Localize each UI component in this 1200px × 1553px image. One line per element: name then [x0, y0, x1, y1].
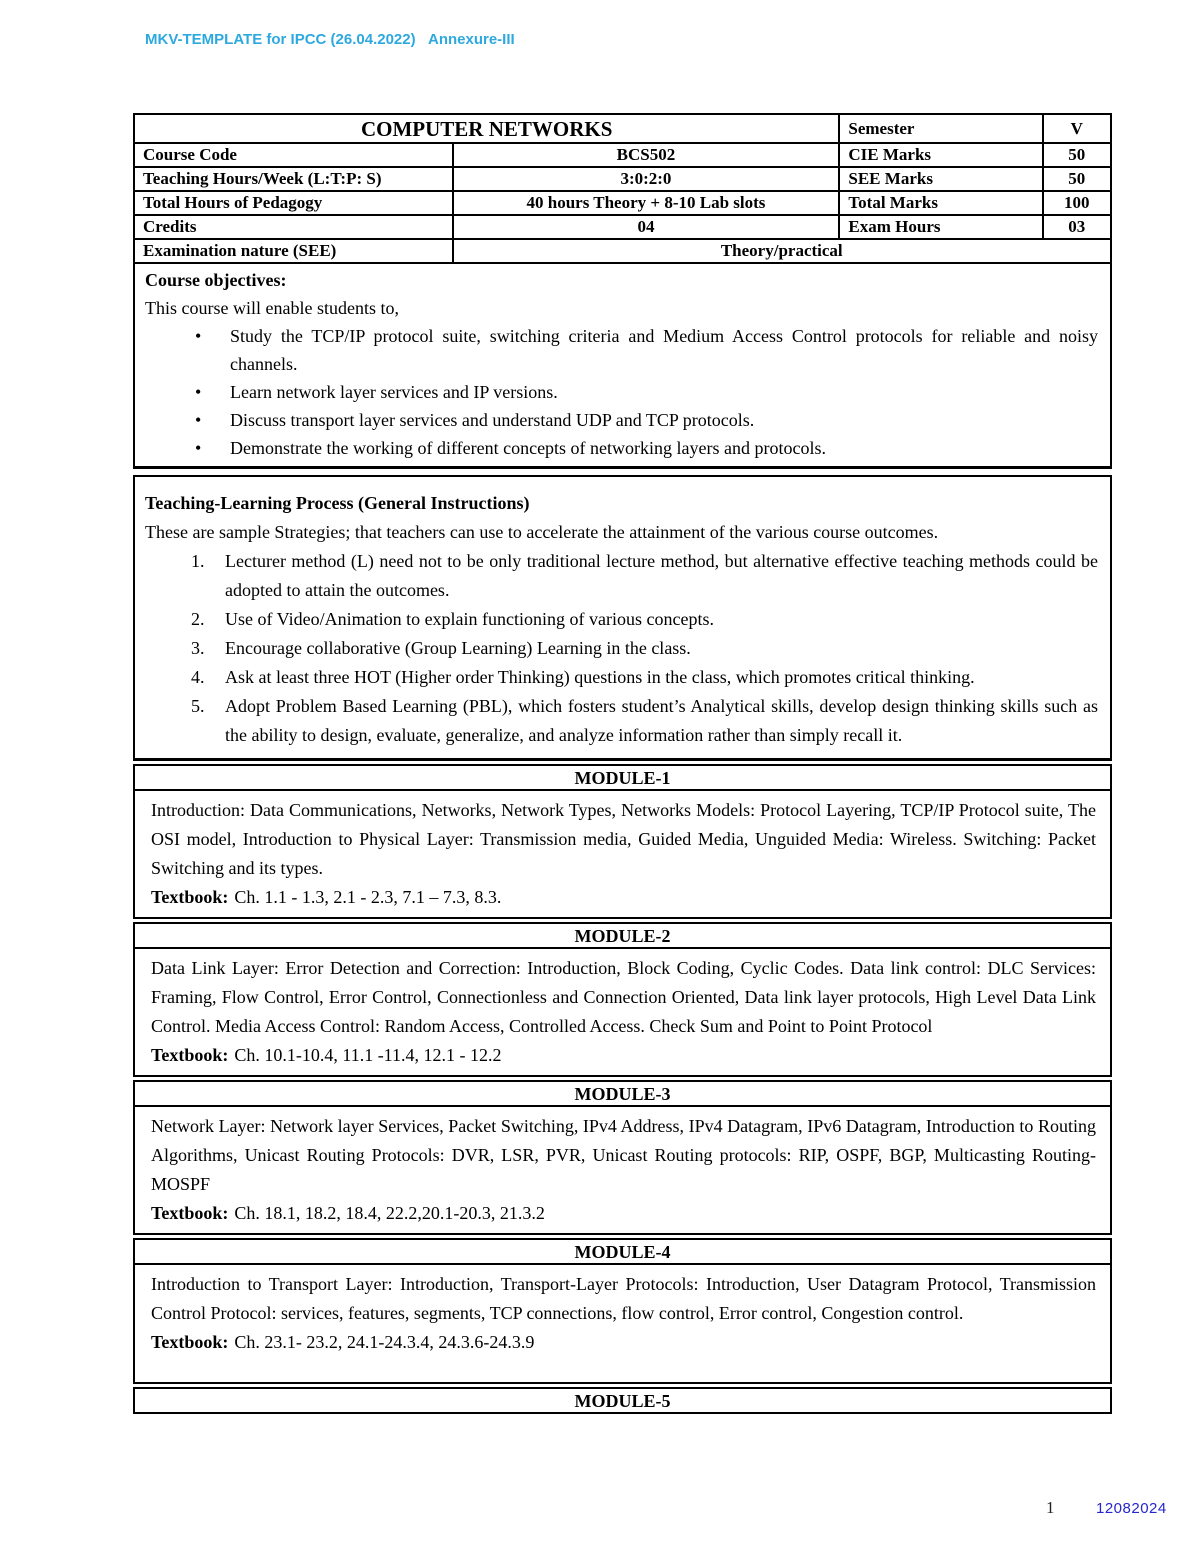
module-5-header: MODULE-5 [133, 1387, 1112, 1414]
semester-value: V [1043, 114, 1111, 143]
module-3-header: MODULE-3 [133, 1080, 1112, 1107]
textbook-refs: Ch. 23.1- 23.2, 24.1-24.3.4, 24.3.6-24.3.9 [234, 1332, 535, 1352]
table-row [134, 114, 1111, 143]
course-info-table [133, 113, 1112, 264]
module-3-textbook [151, 1199, 1096, 1228]
table-row [134, 239, 1111, 263]
module-1-content [133, 791, 1112, 919]
module-3-content [133, 1107, 1112, 1235]
module-1-textbook [151, 883, 1096, 912]
objective-item: • Discuss transport layer services and understand UDP and TCP protocols. [145, 406, 1098, 434]
tlp-heading: Teaching-Learning Process (General Instructions) [145, 493, 530, 513]
course-code-value: BCS502 [453, 143, 840, 167]
module-4-body-text: Introduction to Transport Layer: Introduction, Transport-Layer Protocols: Introduction, User Datagram Protocol, Transmission Control Protocol: services, features, segments, TCP connections, flow control, Error control, Congestion control. [151, 1274, 1096, 1323]
tlp-intro: These are sample Strategies; that teachers can use to accelerate the attainment of the various course outcomes. [145, 522, 939, 542]
module-1-header: MODULE-1 [133, 764, 1112, 791]
objective-item: • Learn network layer services and IP versions. [145, 378, 1098, 406]
exam-nature-label: Examination nature (SEE) [134, 239, 453, 263]
module-3-body-text: Network Layer: Network layer Services, Packet Switching, IPv4 Address, IPv4 Datagram, IPv6 Datagram, Introduction to Routing Algorithms, Unicast Routing Protocols: DVR, LSR, PVR, Unicast Routing protocols: RIP, OSPF, BGP, Multicasting Routing-MOSPF [151, 1116, 1096, 1194]
module-4-textbook [151, 1328, 1096, 1357]
module-2-textbook [151, 1041, 1096, 1070]
template-version-label: MKV-TEMPLATE for IPCC (26.04.2022) [145, 31, 416, 48]
footer-date: 12082024 [1096, 1500, 1167, 1517]
see-marks-value: 50 [1043, 167, 1111, 191]
credits-value: 04 [453, 215, 840, 239]
see-marks-label: SEE Marks [839, 167, 1042, 191]
textbook-label: Textbook: [151, 1045, 229, 1065]
tlp-item: Adopt Problem Based Learning (PBL), which fosters student’s Analytical skills, develop design thinking skills such as the ability to design, evaluate, generalize, and analyze information rather than simply recall it. [225, 696, 1098, 745]
objective-item: • Study the TCP/IP protocol suite, switching criteria and Medium Access Control protocols for reliable and noisy channels. [145, 322, 1098, 378]
total-marks-value: 100 [1043, 191, 1111, 215]
teaching-learning-section [133, 475, 1112, 761]
tlp-item: Lecturer method (L) need not to be only traditional lecture method, but alternative effective teaching methods could be adopted to attain the outcomes. [225, 551, 1098, 600]
exam-hours-value: 03 [1043, 215, 1111, 239]
semester-label: Semester [839, 114, 1042, 143]
table-row [134, 143, 1111, 167]
exam-nature-value: Theory/practical [453, 239, 1112, 263]
course-code-label: Course Code [134, 143, 453, 167]
module-2-header: MODULE-2 [133, 922, 1112, 949]
cie-marks-value: 50 [1043, 143, 1111, 167]
objectives-list [145, 322, 1098, 462]
page-number: 1 [1046, 1498, 1055, 1517]
pedagogy-hours-value: 40 hours Theory + 8-10 Lab slots [453, 191, 840, 215]
course-title: COMPUTER NETWORKS [134, 114, 839, 143]
table-row [134, 215, 1111, 239]
textbook-label: Textbook: [151, 887, 229, 907]
objectives-intro: This course will enable students to, [145, 298, 399, 318]
cie-marks-label: CIE Marks [839, 143, 1042, 167]
textbook-refs: Ch. 18.1, 18.2, 18.4, 22.2,20.1-20.3, 21.3.2 [234, 1203, 545, 1223]
textbook-refs: Ch. 10.1-10.4, 11.1 -11.4, 12.1 - 12.2 [234, 1045, 502, 1065]
teaching-hours-value: 3:0:2:0 [453, 167, 840, 191]
pedagogy-hours-label: Total Hours of Pedagogy [134, 191, 453, 215]
objectives-heading: Course objectives: [145, 270, 287, 290]
module-4-header: MODULE-4 [133, 1238, 1112, 1265]
tlp-item: Use of Video/Animation to explain functioning of various concepts. [225, 609, 714, 629]
syllabus-document [133, 113, 1112, 1414]
table-row [134, 167, 1111, 191]
module-4-content [133, 1265, 1112, 1384]
tlp-list [145, 547, 1098, 750]
credits-label: Credits [134, 215, 453, 239]
textbook-label: Textbook: [151, 1332, 229, 1352]
objective-item: • Demonstrate the working of different concepts of networking layers and protocols. [145, 434, 1098, 462]
table-row [134, 191, 1111, 215]
teaching-hours-label: Teaching Hours/Week (L:T:P: S) [134, 167, 453, 191]
module-2-content [133, 949, 1112, 1077]
textbook-refs: Ch. 1.1 - 1.3, 2.1 - 2.3, 7.1 – 7.3, 8.3. [234, 887, 502, 907]
course-objectives-section [133, 264, 1112, 469]
module-2-body-text: Data Link Layer: Error Detection and Correction: Introduction, Block Coding, Cyclic Codes. Data link control: DLC Services: Framing, Flow Control, Error Control, Connectionless and Connection Oriented, Data link layer protocols, High Level Data Link Control. Media Access Control: Random Access, Controlled Access. Check Sum and Point to Point Protocol [151, 958, 1096, 1036]
module-1-body-text: Introduction: Data Communications, Networks, Network Types, Networks Models: Protocol Layering, TCP/IP Protocol suite, The OSI model, Introduction to Physical Layer: Transmission media, Guided Media, Unguided Media: Wireless. Switching: Packet Switching and its types. [151, 800, 1096, 878]
tlp-item: Encourage collaborative (Group Learning) Learning in the class. [225, 638, 691, 658]
annexure-label: Annexure-III [428, 31, 515, 48]
tlp-item: Ask at least three HOT (Higher order Thinking) questions in the class, which promotes critical thinking. [225, 667, 975, 687]
textbook-label: Textbook: [151, 1203, 229, 1223]
total-marks-label: Total Marks [839, 191, 1042, 215]
exam-hours-label: Exam Hours [839, 215, 1042, 239]
